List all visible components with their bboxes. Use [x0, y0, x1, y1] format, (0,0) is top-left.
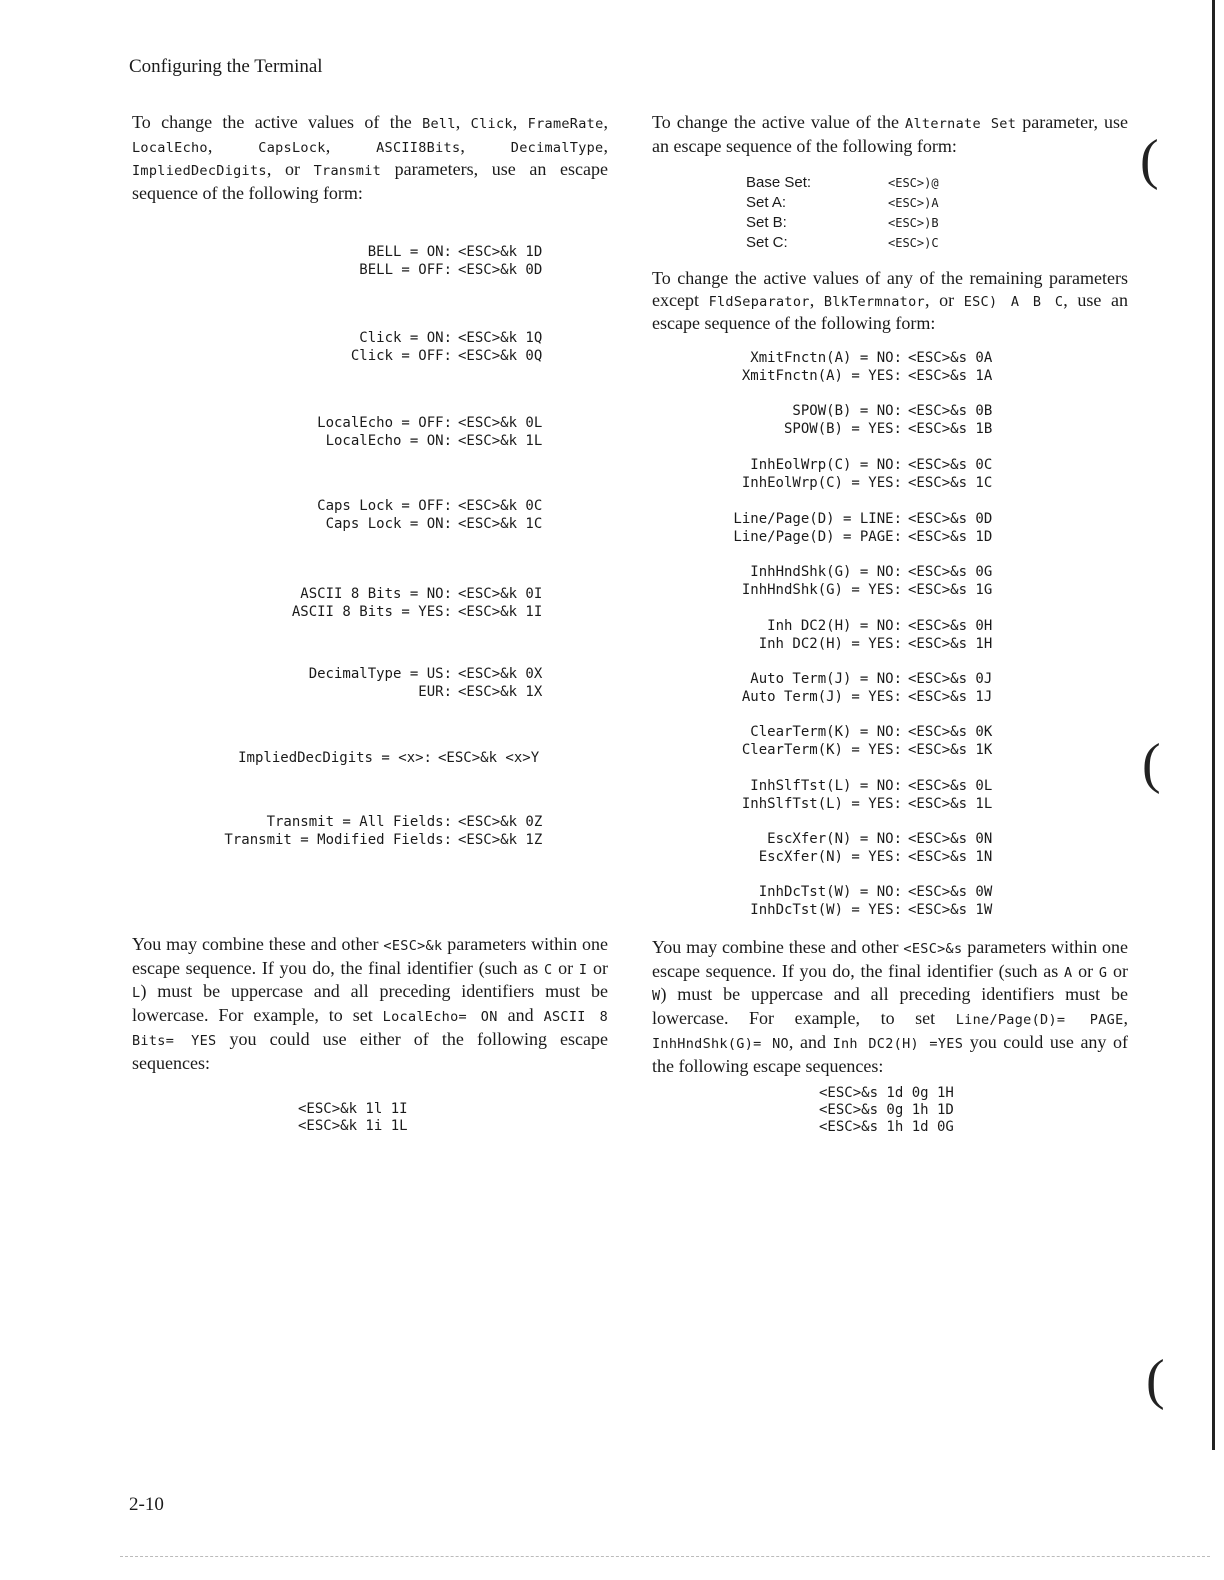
sequence-row [660, 349, 992, 367]
text-run: parameters within one escape sequence. If you do, the final identifier (such as [132, 934, 608, 978]
escape-sequence: <ESC>&k 0Z [458, 814, 543, 830]
inline-code: L [132, 985, 141, 1002]
text-run: parameters, use an escape sequence of the following form: [132, 159, 608, 204]
left-group-transmit [186, 813, 542, 849]
escape-sequence: <ESC>&s 1L [908, 796, 993, 812]
alternate-set-table [746, 173, 939, 253]
left-combine-paragraph [132, 934, 608, 1074]
parameter-setting: InhSlfTst(L) = NO: [750, 778, 902, 794]
text-run: To change the active value of the [652, 112, 906, 132]
sequence-row [660, 581, 992, 599]
escape-sequence: <ESC>&k 0D [458, 262, 543, 278]
escape-sequence: <ESC>&k 0X [458, 666, 543, 682]
left-examples [298, 1101, 408, 1135]
parameter-setting: Click = ON: [359, 330, 452, 346]
escape-sequence: <ESC>&s 0W [908, 884, 993, 900]
sequence-row [200, 665, 542, 683]
sequence-row [200, 347, 542, 365]
escape-sequence: <ESC>&s 0L [908, 778, 993, 794]
escape-sequence: <ESC>&s 1G [908, 582, 993, 598]
sequence-row [186, 831, 542, 849]
text-run: ) must be uppercase and all preceding identifiers must be lowercase. For example, to set [132, 981, 608, 1026]
inline-code: LocalEcho= ON [382, 1009, 498, 1026]
escape-sequence: <ESC>&k 0L [458, 415, 543, 431]
escape-sequence: <ESC>&s 0K [908, 724, 993, 740]
text-run: , or [266, 159, 314, 180]
parameter-setting: BELL = OFF: [359, 262, 452, 278]
sequence-row [660, 617, 992, 635]
left-intro-paragraph [132, 112, 608, 205]
sequence-row [660, 635, 992, 653]
parameter-setting: Click = OFF: [350, 348, 452, 364]
parameter-setting: DecimalType = US: [308, 666, 452, 682]
text-run: , and [788, 1031, 833, 1052]
left-group-bell [200, 243, 542, 279]
sequence-row [660, 510, 992, 528]
text-run: You may combine these and other [652, 937, 904, 957]
escape-sequence: <ESC>&k 1Z [458, 832, 543, 848]
example-sequence: <ESC>&s 0g 1h 1D [819, 1102, 954, 1118]
text-run: , [809, 289, 824, 310]
sequence-row [660, 901, 992, 919]
text-run: you could use any of the following escape sequences: [652, 1031, 1129, 1076]
escape-sequence: <ESC>&s 0D [908, 511, 993, 527]
escape-sequence: <ESC>&s 0H [908, 618, 993, 634]
escape-sequence: <ESC>&k 0C [458, 498, 543, 514]
escape-sequence: <ESC>&s 0J [908, 671, 993, 687]
escape-sequence: <ESC>&k 1I [458, 604, 543, 620]
sequence-row [660, 723, 992, 741]
inline-code: ESC) A B C [963, 293, 1064, 310]
right-examples [819, 1085, 954, 1136]
text-run: To change the active values of the [132, 112, 423, 132]
set-label: Set A: [746, 194, 787, 211]
parameter-setting: BELL = ON: [367, 244, 452, 260]
left-group-ascii8bits [200, 585, 542, 621]
text-run: , [455, 112, 471, 132]
sequence-row [660, 456, 992, 474]
inline-code: A [1063, 964, 1073, 981]
right-group-linepage [660, 510, 992, 546]
sequence-row [660, 420, 992, 438]
parameter-setting: ClearTerm(K) = YES: [741, 742, 902, 758]
escape-sequence: <ESC>&s 1J [908, 689, 993, 705]
sequence-row [660, 830, 992, 848]
text-run: , or [924, 289, 964, 310]
inline-code: <ESC>&s [903, 941, 963, 957]
sequence-row [660, 848, 992, 866]
right-intro-paragraph [652, 112, 1128, 157]
left-group-implieddecdigits [200, 749, 539, 767]
inline-code: LocalEcho [132, 139, 208, 156]
parameter-setting: XmitFnctn(A) = YES: [741, 368, 902, 384]
right-combine-paragraph [652, 937, 1128, 1077]
inline-code: ASCII8Bits [376, 139, 461, 156]
escape-sequence: <ESC>&k 1C [458, 516, 543, 532]
parameter-setting: ASCII 8 Bits = NO: [300, 586, 452, 602]
alternate-set-row [746, 233, 939, 253]
escape-sequence: <ESC>&s 0N [908, 831, 993, 847]
text-run: or [587, 957, 609, 978]
inline-code: ASCII 8 Bits= YES [132, 1009, 609, 1049]
parameter-setting: EscXfer(N) = YES: [758, 849, 902, 865]
inline-code: Transmit [313, 163, 382, 180]
right-group-spow [660, 402, 992, 438]
sequence-row [660, 670, 992, 688]
set-label: Set B: [746, 214, 787, 231]
escape-sequence: <ESC>)@ [888, 176, 939, 190]
inline-code: I [578, 961, 588, 978]
escape-sequence: <ESC>&s 0B [908, 403, 993, 419]
text-run: , [603, 135, 608, 156]
alternate-set-row [746, 213, 939, 233]
sequence-row [200, 515, 542, 533]
inline-code: Click [470, 116, 513, 132]
inline-code: Line/Page(D)= PAGE [955, 1012, 1124, 1029]
parameter-setting: Auto Term(J) = YES: [741, 689, 902, 705]
text-run: , [1123, 1008, 1128, 1029]
parameter-setting: InhHndShk(G) = NO: [750, 564, 902, 580]
escape-sequence: <ESC>&s 1B [908, 421, 993, 437]
text-run: You may combine these and other [132, 934, 384, 954]
alternate-set-row [746, 193, 939, 213]
parameter-setting: InhSlfTst(L) = YES: [741, 796, 902, 812]
margin-paren-mark: ( [1142, 733, 1161, 795]
text-run: or [1072, 960, 1099, 981]
left-group-decimaltype [200, 665, 542, 701]
example-sequence: <ESC>&s 1d 0g 1H [819, 1085, 954, 1101]
inline-code: FrameRate [527, 116, 604, 132]
sequence-row [660, 402, 992, 420]
escape-sequence: <ESC>&k 1X [458, 684, 543, 700]
sequence-row [200, 414, 542, 432]
right-group-xmitfnctn [660, 349, 992, 385]
escape-sequence: <ESC>&s 1D [908, 529, 993, 545]
parameter-setting: Transmit = Modified Fields: [224, 832, 452, 848]
escape-sequence: <ESC>&k 1L [458, 433, 543, 449]
text-run: , [460, 135, 511, 156]
escape-sequence: <ESC>&k 1D [458, 244, 543, 260]
parameter-setting: InhEolWrp(C) = NO: [750, 457, 902, 473]
parameter-setting: Auto Term(J) = NO: [750, 671, 902, 687]
inline-code: C [543, 961, 553, 978]
text-run: , [512, 112, 528, 132]
sequence-row [660, 367, 992, 385]
sequence-row [200, 749, 539, 767]
binding-edge [1212, 0, 1215, 1450]
sequence-row [660, 777, 992, 795]
sequence-row [200, 497, 542, 515]
sequence-row [200, 683, 542, 701]
sequence-row [660, 563, 992, 581]
escape-sequence: <ESC>)A [888, 196, 939, 210]
parameter-setting: InhHndShk(G) = YES: [741, 582, 902, 598]
right-group-escxfer [660, 830, 992, 866]
sequence-row [200, 432, 542, 450]
inline-code: FldSeparator [708, 293, 810, 310]
escape-sequence: <ESC>&k 0Q [458, 348, 543, 364]
inline-code: CapsLock [258, 139, 326, 156]
escape-sequence: <ESC>&k <x>Y [438, 750, 540, 766]
text-run: or [552, 957, 579, 978]
escape-sequence: <ESC>&s 1K [908, 742, 993, 758]
escape-sequence: <ESC>&s 1H [908, 636, 993, 652]
parameter-setting: InhEolWrp(C) = YES: [741, 475, 902, 491]
left-group-localecho [200, 414, 542, 450]
escape-sequence: <ESC>&s 0C [908, 457, 993, 473]
page-number: 2-10 [129, 1494, 164, 1515]
right-group-inhdc2 [660, 617, 992, 653]
text-run: or [1107, 960, 1129, 981]
margin-paren-mark: ( [1140, 129, 1159, 191]
escape-sequence: <ESC>&k 0I [458, 586, 543, 602]
left-group-click [200, 329, 542, 365]
right-group-inheolwrp [660, 456, 992, 492]
text-run: To change the active values of any of the remaining parameters except [652, 268, 1128, 310]
parameter-setting: Transmit = All Fields: [266, 814, 452, 830]
right-group-inhdctst [660, 883, 992, 919]
sequence-row [660, 528, 992, 546]
inline-code: DecimalType [510, 139, 604, 156]
parameter-setting: ASCII 8 Bits = YES: [291, 604, 452, 620]
parameter-setting: Line/Page(D) = LINE: [733, 511, 902, 527]
parameter-setting: XmitFnctn(A) = NO: [750, 350, 902, 366]
sequence-row [200, 243, 542, 261]
right-group-inhslftst [660, 777, 992, 813]
escape-sequence: <ESC>&s 1W [908, 902, 993, 918]
sequence-row [660, 688, 992, 706]
parameter-setting: EscXfer(N) = NO: [767, 831, 902, 847]
parameter-setting: Line/Page(D) = PAGE: [733, 529, 902, 545]
text-run: and [497, 1005, 544, 1026]
text-run: , [603, 112, 609, 132]
right-group-inhhndshk [660, 563, 992, 599]
sequence-row [200, 603, 542, 621]
alternate-set-row [746, 173, 939, 193]
running-header: Configuring the Terminal [129, 56, 323, 77]
escape-sequence: <ESC>&s 0G [908, 564, 993, 580]
set-label: Base Set: [746, 174, 812, 191]
inline-code: BlkTermnator [823, 293, 925, 310]
right-group-autoterm [660, 670, 992, 706]
parameter-setting: LocalEcho = ON: [325, 433, 452, 449]
example-sequence: <ESC>&k 1i 1L [298, 1118, 408, 1134]
inline-code: Alternate Set [905, 116, 1017, 132]
sequence-row [660, 795, 992, 813]
text-run: you could use either of the following escape sequences: [132, 1028, 608, 1073]
inline-code: Bell [422, 116, 456, 132]
text-run: parameters within one escape sequence. If you do, the final identifier (such as [652, 937, 1128, 981]
parameter-setting: SPOW(B) = YES: [783, 421, 902, 437]
text-run: ) must be uppercase and all preceding identifiers must be lowercase. For example, to set [652, 984, 1128, 1029]
set-label: Set C: [746, 234, 788, 251]
parameter-setting: Inh DC2(H) = NO: [767, 618, 902, 634]
sequence-row [660, 883, 992, 901]
escape-sequence: <ESC>&s 0A [908, 350, 993, 366]
inline-code: G [1098, 964, 1108, 981]
margin-paren-mark: ( [1146, 1349, 1165, 1411]
parameter-setting: Inh DC2(H) = YES: [758, 636, 902, 652]
inline-code: <ESC>&k [383, 938, 443, 954]
escape-sequence: <ESC>)B [888, 216, 939, 230]
parameter-setting: LocalEcho = OFF: [317, 415, 452, 431]
example-sequence: <ESC>&s 1h 1d 0G [819, 1119, 954, 1135]
parameter-setting: SPOW(B) = NO: [792, 403, 902, 419]
sequence-row [660, 474, 992, 492]
text-run: , [207, 135, 259, 156]
right-group-clearterm [660, 723, 992, 759]
text-run: , use an escape sequence of the following form: [652, 289, 1128, 334]
example-sequence: <ESC>&k 1l 1I [298, 1101, 408, 1117]
inline-code: ImpliedDecDigits [132, 163, 267, 180]
parameter-setting: ClearTerm(K) = NO: [750, 724, 902, 740]
inline-code: InhHndShk(G)= NO [652, 1035, 789, 1052]
escape-sequence: <ESC>)C [888, 236, 939, 250]
left-group-capslock [200, 497, 542, 533]
parameter-setting: InhDcTst(W) = YES: [750, 902, 902, 918]
sequence-row [200, 329, 542, 347]
inline-code: W [652, 988, 661, 1005]
sequence-row [186, 813, 542, 831]
scan-edge [120, 1556, 1210, 1557]
sequence-row [200, 261, 542, 279]
escape-sequence: <ESC>&s 1A [908, 368, 993, 384]
right-intro2-paragraph [652, 268, 1128, 335]
parameter-setting: Caps Lock = ON: [325, 516, 452, 532]
escape-sequence: <ESC>&k 1Q [458, 330, 543, 346]
escape-sequence: <ESC>&s 1N [908, 849, 993, 865]
inline-code: Inh DC2(H) =YES [832, 1035, 964, 1052]
sequence-row [660, 741, 992, 759]
parameter-setting: ImpliedDecDigits = <x>: [238, 750, 432, 766]
parameter-setting: InhDcTst(W) = NO: [758, 884, 902, 900]
sequence-row [200, 585, 542, 603]
escape-sequence: <ESC>&s 1C [908, 475, 993, 491]
parameter-setting: Caps Lock = OFF: [317, 498, 452, 514]
text-run: , [325, 135, 377, 156]
parameter-setting: EUR: [418, 684, 452, 700]
text-run: parameter, use an escape sequence of the following form: [652, 112, 1128, 156]
